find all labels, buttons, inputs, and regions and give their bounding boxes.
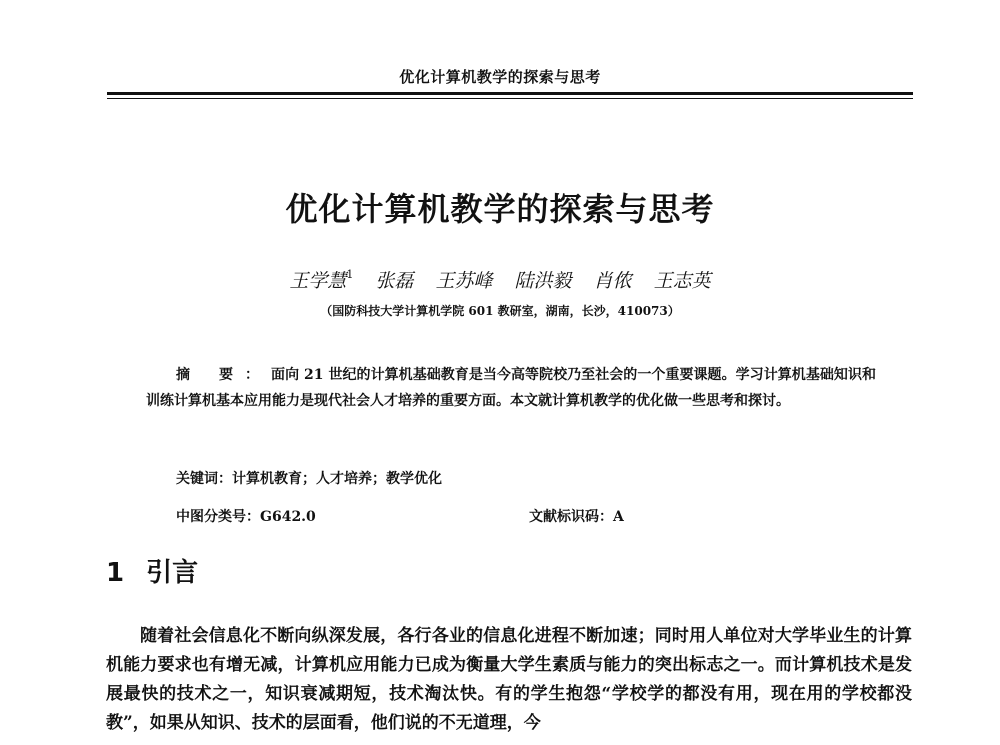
affiliation: （国防科技大学计算机学院 601 教研室，湖南，长沙，410073） bbox=[320, 304, 680, 318]
author-superscript: 1 bbox=[346, 268, 354, 281]
body-paragraph: 随着社会信息化不断向纵深发展，各行各业的信息化进程不断加速；同时用人单位对大学毕业生的计算机能力要求也有增无减，计算机应用能力已成为衡量大学生素质与能力的突出标志之一。而计算机技术是发展最快的技术之一，知识衰减期短，技术淘汰快。有的学生抱怨“学校学的都没有用，现在用的学校都没教”，如果从知识、技术的层面看，他们说的不无道理，今 bbox=[106, 626, 912, 733]
clc-number bbox=[176, 506, 316, 526]
keywords-text: 计算机教育；人才培养；教学优化 bbox=[232, 471, 442, 487]
author-list bbox=[0, 266, 1000, 293]
section-number: 1 bbox=[106, 558, 125, 588]
document-code-value: A bbox=[613, 509, 624, 525]
author-name: 肖侬 bbox=[593, 270, 632, 292]
section-title: 引言 bbox=[146, 558, 199, 588]
abstract-label: 摘 要： bbox=[176, 367, 272, 383]
section-heading bbox=[106, 552, 198, 589]
header-rule-thick bbox=[107, 92, 913, 95]
clc-value: G642.0 bbox=[260, 509, 316, 525]
header-rule-thin bbox=[107, 98, 913, 99]
author-name: 王苏峰 bbox=[435, 270, 493, 292]
document-code bbox=[529, 506, 624, 526]
running-head: 优化计算机教学的探索与思考 bbox=[399, 68, 601, 86]
author-name: 王学慧$^1$ bbox=[289, 268, 354, 292]
keywords-label: 关键词： bbox=[176, 471, 232, 487]
document-code-label: 文献标识码： bbox=[529, 509, 613, 525]
clc-label: 中图分类号： bbox=[176, 509, 260, 525]
author-name: 陆洪毅 bbox=[514, 270, 572, 292]
author-name: 张磊 bbox=[375, 270, 414, 292]
abstract-text: 面向 21 世纪的计算机基础教育是当今高等院校乃至社会的一个重要课题。学习计算机基础知识和训练计算机基本应用能力是现代社会人才培养的重要方面。本文就计算机教学的优化做一些思考和探讨。 bbox=[146, 367, 877, 409]
abstract bbox=[146, 362, 876, 414]
paper-title: 优化计算机教学的探索与思考 bbox=[285, 190, 715, 228]
keywords bbox=[176, 468, 442, 488]
author-name: 王志英 bbox=[653, 270, 711, 292]
